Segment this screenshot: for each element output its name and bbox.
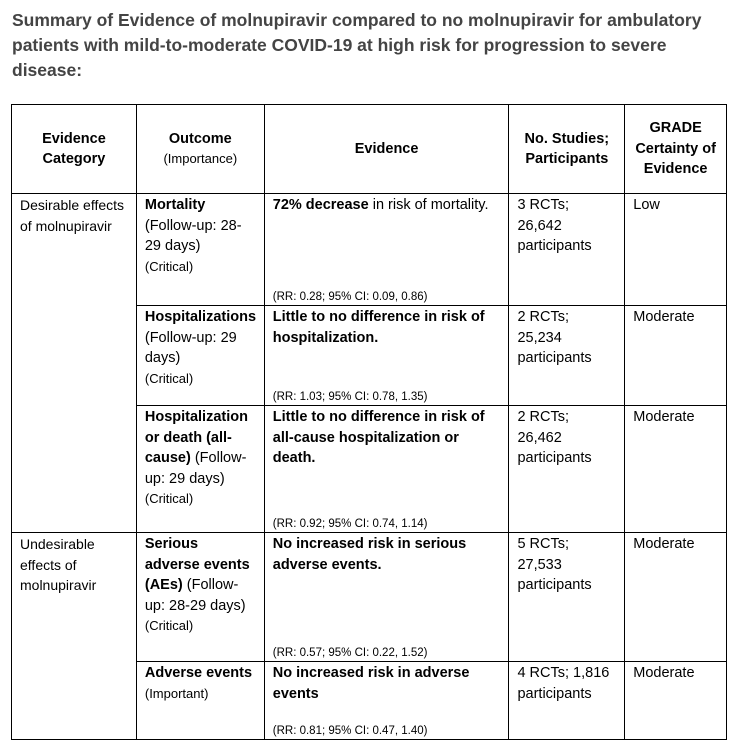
evidence-cell: [264, 306, 509, 406]
evidence-effect: No increased risk in adverse events: [272, 665, 470, 702]
outcome-importance: (Critical): [144, 491, 194, 506]
evidence-ci: (RR: 0.28; 95% CI: 0.09, 0.86): [272, 291, 428, 303]
evidence-cell: [264, 662, 509, 740]
evidence-effect: Little to no difference in risk of all-cause hospitalization or death.: [272, 409, 485, 466]
outcome-importance: (Critical): [144, 258, 194, 274]
outcome-cell: [136, 194, 264, 306]
evidence-ci: (RR: 0.57; 95% CI: 0.22, 1.52): [272, 647, 428, 659]
table-header-row: [12, 105, 727, 194]
outcome-followup: (Follow-up: 29 days): [144, 329, 237, 366]
category-undesirable: Undesirable effects of molnupiravir: [12, 533, 137, 740]
outcome-cell: [136, 306, 264, 406]
header-studies: No. Studies; Participants: [509, 105, 625, 194]
header-evidence-category: Evidence Category: [12, 105, 137, 194]
certainty-cell: Moderate: [625, 662, 727, 740]
evidence-ci: (RR: 0.81; 95% CI: 0.47, 1.40): [272, 725, 428, 737]
evidence-summary-table: [11, 104, 727, 740]
evidence-ci: (RR: 0.92; 95% CI: 0.74, 1.14): [272, 518, 428, 530]
page-title: Summary of Evidence of molnupiravir compared to no molnupiravir for ambulatory patients with mild-to-moderate COVID-19 at high risk for progression to severe disease:: [12, 10, 702, 80]
evidence-cell: [264, 533, 509, 662]
evidence-ci: (RR: 1.03; 95% CI: 0.78, 1.35): [272, 391, 428, 403]
table-row: [12, 533, 727, 662]
outcome-name: Hospitalizations: [144, 309, 257, 325]
evidence-effect: No increased risk in serious adverse events.: [272, 536, 467, 573]
certainty-cell: Moderate: [625, 533, 727, 662]
outcome-followup: (Follow-up: 28-29 days): [144, 577, 246, 614]
outcome-followup: (Follow-up: 28-29 days): [144, 217, 242, 254]
studies-cell: 2 RCTs; 25,234 participants: [509, 306, 625, 406]
certainty-cell: Low: [625, 194, 727, 306]
studies-cell: 3 RCTs; 26,642 participants: [509, 194, 625, 306]
evidence-effect: Little to no difference in risk of hospitalization.: [272, 309, 485, 346]
evidence-cell: [264, 194, 509, 306]
outcome-name: Serious adverse events (AEs): [144, 536, 250, 593]
evidence-effect-rest: in risk of mortality.: [368, 197, 489, 213]
certainty-cell: Moderate: [625, 306, 727, 406]
outcome-name: Adverse events: [144, 665, 253, 681]
outcome-importance: (Critical): [144, 618, 194, 633]
evidence-effect: 72% decrease: [272, 197, 369, 213]
outcome-importance: (Important): [144, 685, 209, 701]
outcome-cell: [136, 406, 264, 533]
studies-cell: 4 RCTs; 1,816 participants: [509, 662, 625, 740]
outcome-name: Hospitalization or death (all-cause): [144, 409, 248, 466]
header-outcome-label: Outcome: [168, 130, 232, 147]
header-evidence: Evidence: [264, 105, 509, 194]
outcome-followup: (Follow-up: 29 days): [144, 450, 247, 487]
header-grade-certainty: GRADE Certainty of Evidence: [625, 105, 727, 194]
evidence-cell: [264, 406, 509, 533]
studies-cell: 5 RCTs; 27,533 participants: [509, 533, 625, 662]
header-outcome: [136, 105, 264, 194]
outcome-cell: [136, 533, 264, 662]
outcome-cell: [136, 662, 264, 740]
table-row: [12, 194, 727, 306]
studies-cell: 2 RCTs; 26,462 participants: [509, 406, 625, 533]
category-desirable: Desirable effects of molnupiravir: [12, 194, 137, 533]
header-outcome-importance: (Importance): [163, 151, 238, 166]
outcome-name: Mortality: [144, 197, 206, 213]
certainty-cell: Moderate: [625, 406, 727, 533]
outcome-importance: (Critical): [144, 370, 194, 386]
